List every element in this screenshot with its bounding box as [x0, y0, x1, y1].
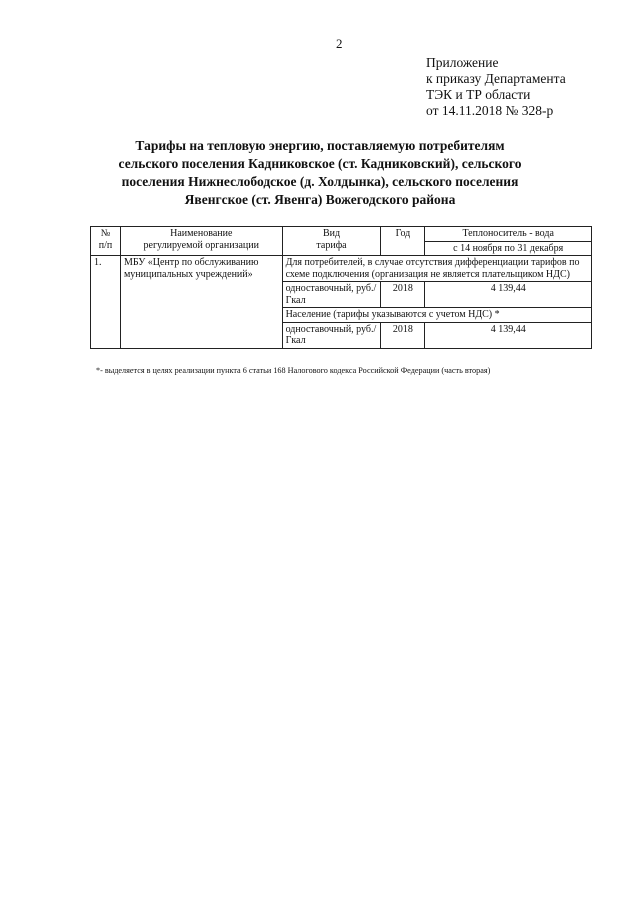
tariff-year: 2018: [381, 282, 425, 308]
table-header-row: [91, 227, 592, 242]
title-line: поселения Нижнеслободское (д. Холдынка), сельского поселения: [121, 174, 519, 189]
title-line: Тарифы на тепловую энергию, поставляемую потребителям: [135, 138, 505, 153]
population-note: Население (тарифы указываются с учетом НДС) *: [282, 308, 591, 323]
header-org-line1: Наименование: [170, 228, 233, 239]
tariff-value: 4 139,44: [425, 282, 592, 308]
table-row: [91, 256, 592, 282]
appendix-line: к приказу Департамента: [426, 71, 566, 86]
tariff-type: одноставочный, руб./Гкал: [282, 322, 381, 348]
footnote: *- выделяется в целях реализации пункта 6 статьи 168 Налогового кодекса Российской Федерации (часть вторая): [96, 366, 491, 375]
header-year: Год: [381, 227, 425, 256]
row-number: 1.: [91, 256, 121, 349]
header-type-line2: тарифа: [316, 239, 347, 251]
header-tariff-type: [282, 227, 381, 256]
tariff-value: 4 139,44: [425, 322, 592, 348]
tariff-year: 2018: [381, 322, 425, 348]
row-organization: МБУ «Центр по обслуживанию муниципальных учреждений»: [120, 256, 282, 349]
tariff-type: одноставочный, руб./Гкал: [282, 282, 381, 308]
document-title: [80, 137, 560, 209]
appendix-line: ТЭК и ТР области: [426, 87, 531, 102]
title-line: сельского поселения Кадниковское (ст. Кадниковский), сельского: [118, 156, 522, 171]
header-organization: [120, 227, 282, 256]
header-num: [91, 227, 121, 256]
header-carrier: Теплоноситель - вода: [425, 227, 592, 242]
appendix-line: от 14.11.2018 № 328-р: [426, 103, 554, 118]
header-type-line1: Вид: [322, 228, 341, 239]
page-number: 2: [336, 36, 343, 51]
tariff-table: [90, 226, 592, 349]
header-num-line2: п/п: [98, 239, 113, 251]
title-line: Явенгское (ст. Явенга) Вожегодского района: [184, 192, 456, 207]
consumers-note: Для потребителей, в случае отсутствия дифференциации тарифов по схеме подключения (организация не является плательщиком НДС): [282, 256, 591, 282]
header-period: с 14 ноября по 31 декабря: [425, 241, 592, 256]
header-org-line2: регулируемой организации: [143, 239, 259, 251]
header-num-line1: №: [100, 228, 111, 239]
appendix-line: Приложение: [426, 55, 499, 70]
appendix-header: [426, 55, 566, 119]
